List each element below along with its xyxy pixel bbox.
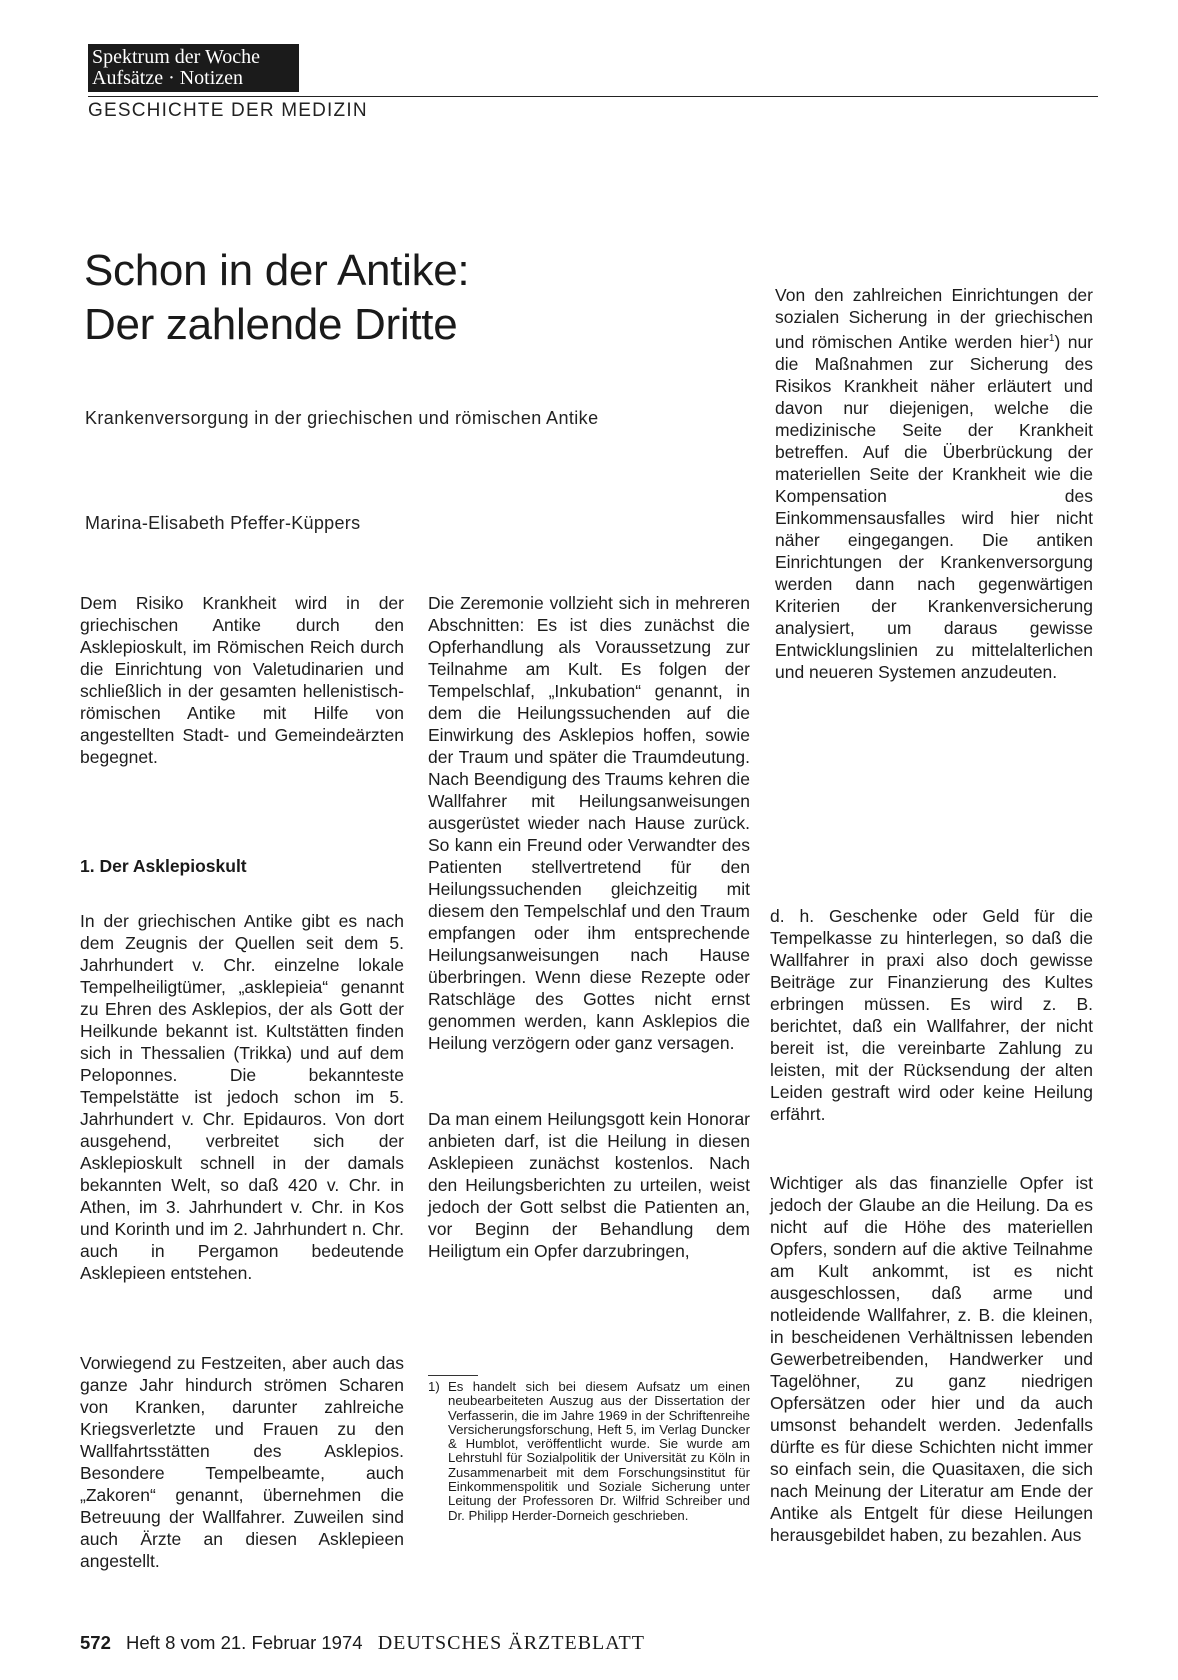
col1-paragraph-2: In der griechischen Antike gibt es nach dem Zeugnis der Quellen seit dem 5. Jahrhundert v. Chr. einzelne lokale Tempelheiligtümer, „asklepieia“ genannt zu Ehren des Asklepios, der als Gott der Heilkunde bekannt ist. Kultstätten finden sich in Thessalien (Trikka) und auf dem Peloponnes. Die bekannteste Tempelstätte ist jedoch schon im 5. Jahrhundert v. Chr. Epidauros. Von dort ausgehend, verbreitet sich der Asklepioskult schnell in der damals bekannten Welt, so daß 420 v. Chr. in Athen, im 3. Jahrhundert v. Chr. in Kos und Korinth und im 2. Jahrhundert n. Chr. auch in Pergamon bedeutende Asklepieen entstehen. [80,911,404,1283]
col1-paragraph-1: Dem Risiko Krankheit wird in der griechischen Antike durch den Asklepioskult, im Römischen Reich durch die Einrichtung von Valetudinarien und schließlich in der gesamten hellenistisch-römischen Antike mit Hilfe von angestellten Stadt- und Gemeindeärzten begegnet. [80,593,404,767]
footnote-rule [428,1375,478,1376]
col2-paragraph-2: Da man einem Heilungsgott kein Honorar anbieten darf, ist die Heilung in diesen Asklepieen zunächst kostenlos. Nach den Heilungsberichten zu urteilen, weist jedoch der Gott selbst die Patienten an, vor Beginn der Behandlung dem Heiligtum ein Opfer darzubringen, [428,1109,750,1261]
footnote-mark: 1) [428,1379,440,1394]
col1-paragraph-3: Vorwiegend zu Festzeiten, aber auch das ganze Jahr hindurch strömen Scharen von Kranken, darunter zahlreiche Kriegsverletzte und Frauen zu den Wallfahrtsstätten des Asklepios. Besondere Tempelbeamte, auch „Zakoren“ genannt, übernehmen die Betreuung der Wallfahrer. Zuweilen sind auch Ärzte an diesen Asklepieen angestellt. [80,1353,404,1571]
article-title [84,244,724,352]
article-author: Marina-Elisabeth Pfeffer-Küppers [85,513,361,533]
section-label: GESCHICHTE DER MEDIZIN [88,100,368,121]
section-heading: 1. Der Asklepioskult [80,856,247,876]
masthead-line-1: Spektrum der Woche [92,46,260,68]
col3-intro-start: Von den zahlreichen Einrichtungen der sozialen Sicherung in der griechischen und römischen Antike werden hier [775,285,1093,352]
footnote-text: Es handelt sich bei diesem Aufsatz um einen neubearbeiteten Auszug aus der Dissertation der Verfasserin, die im Jahre 1969 in der Schriftenreihe Versicherungsforschung, Heft 5, im Verlag Duncker & Humblot, veröffentlicht wurde. Sie wurde am Lehrstuhl für Sozialpolitik der Universität zu Köln in Zusammenarbeit mit dem Forschungsinstitut für Einkommenspolitik und Soziale Sicherung unter Leitung der Professoren Dr. Wilfrid Schreiber und Dr. Philipp Herder-Dorneich geschrieben. [448,1379,750,1523]
page-footer [80,1632,645,1655]
col3-paragraph-2: Wichtiger als das finanzielle Opfer ist jedoch der Glaube an die Heilung. Da es nicht auf die Höhe des materiellen Opfers, sondern auf die aktive Teilnahme am Kult ankommt, ist es nicht ausgeschlossen, daß arme und notleidende Wallfahrer, z. B. die kleinen, in bescheidenen Verhältnissen lebenden Gewerbetreibenden, Handwerker und Tagelöhner, zu ganz niedrigen Opfersätzen oder hier und da auch umsonst behandelt werden. Jedenfalls dürfte es für diese Schichten nicht immer so einfach sein, die Quasitaxen, die sich nach Meinung der Literatur am Ende der Antike als Entgelt für diese Heilungen herausgebildet haben, zu bezahlen. Aus [770,1173,1093,1545]
page-number: 572 [80,1632,111,1653]
journal-name: DEUTSCHES ÄRZTEBLATT [377,1632,645,1654]
col3-intro [775,284,1093,683]
issue-date: Heft 8 vom 21. Februar 1974 [126,1632,363,1653]
footnote [428,1380,750,1523]
footnote-reference: 1 [1048,333,1055,344]
title-line-2: Der zahlende Dritte [84,300,458,349]
col3-intro-end: ) nur die Maßnahmen zur Sicherung des Risikos Krankheit näher erläutert und davon nur diejenigen, welche die medizinische Seite der Krankheit betreffen. Auf die Überbrückung der materiellen Seite der Krankheit wie die Kompensation des Einkommensausfalles wird hier nicht näher eingegangen. Die antiken Einrichtungen der Krankenversorgung werden dann nach gegenwärtigen Kriterien der Krankenversicherung analysiert, um daraus gewisse Entwicklungslinien zu mittelalterlichen und neueren Systemen anzudeuten. [775,331,1094,682]
col2-paragraph-1: Die Zeremonie vollzieht sich in mehreren Abschnitten: Es ist dies zunächst die Opferhandlung als Voraussetzung zur Teilnahme am Kult. Es folgen der Tempelschlaf, „Inkubation“ genannt, in dem die Heilungssuchenden auf die Einwirkung des Asklepios hoffen, sowie der Traum und später die Traumdeutung. Nach Beendigung des Traums kehren die Wallfahrer mit Heilungsanweisungen ausgerüstet wieder nach Hause zurück. So kann ein Freund oder Verwandter des Patienten stellvertretend für den Heilungssuchenden gleichzeitig mit diesem den Tempelschlaf und den Traum empfangen oder ihm entsprechende Heilungsanweisungen nach Hause überbringen. Wenn diese Rezepte oder Ratschläge des Gottes nicht ernst genommen werden, kann Asklepios die Heilung verzögern oder ganz versagen. [428,593,751,1053]
article-subtitle: Krankenversorgung in der griechischen und römischen Antike [85,408,599,428]
title-line-1: Schon in der Antike: [84,246,470,295]
col3-paragraph-1: d. h. Geschenke oder Geld für die Tempelkasse zu hinterlegen, so daß die Wallfahrer in praxi also doch gewisse Beiträge zur Finanzierung des Kultes erbringen müssen. Es wird z. B. berichtet, daß ein Wallfahrer, der nicht bereit ist, die vereinbarte Zahlung zu leisten, mit der Rücksendung der alten Leiden gestraft wird oder keine Heilung erfährt. [770,906,1093,1124]
masthead [88,44,299,92]
header-rule [88,96,1098,97]
masthead-line-2: Aufsätze · Notizen [92,67,244,89]
